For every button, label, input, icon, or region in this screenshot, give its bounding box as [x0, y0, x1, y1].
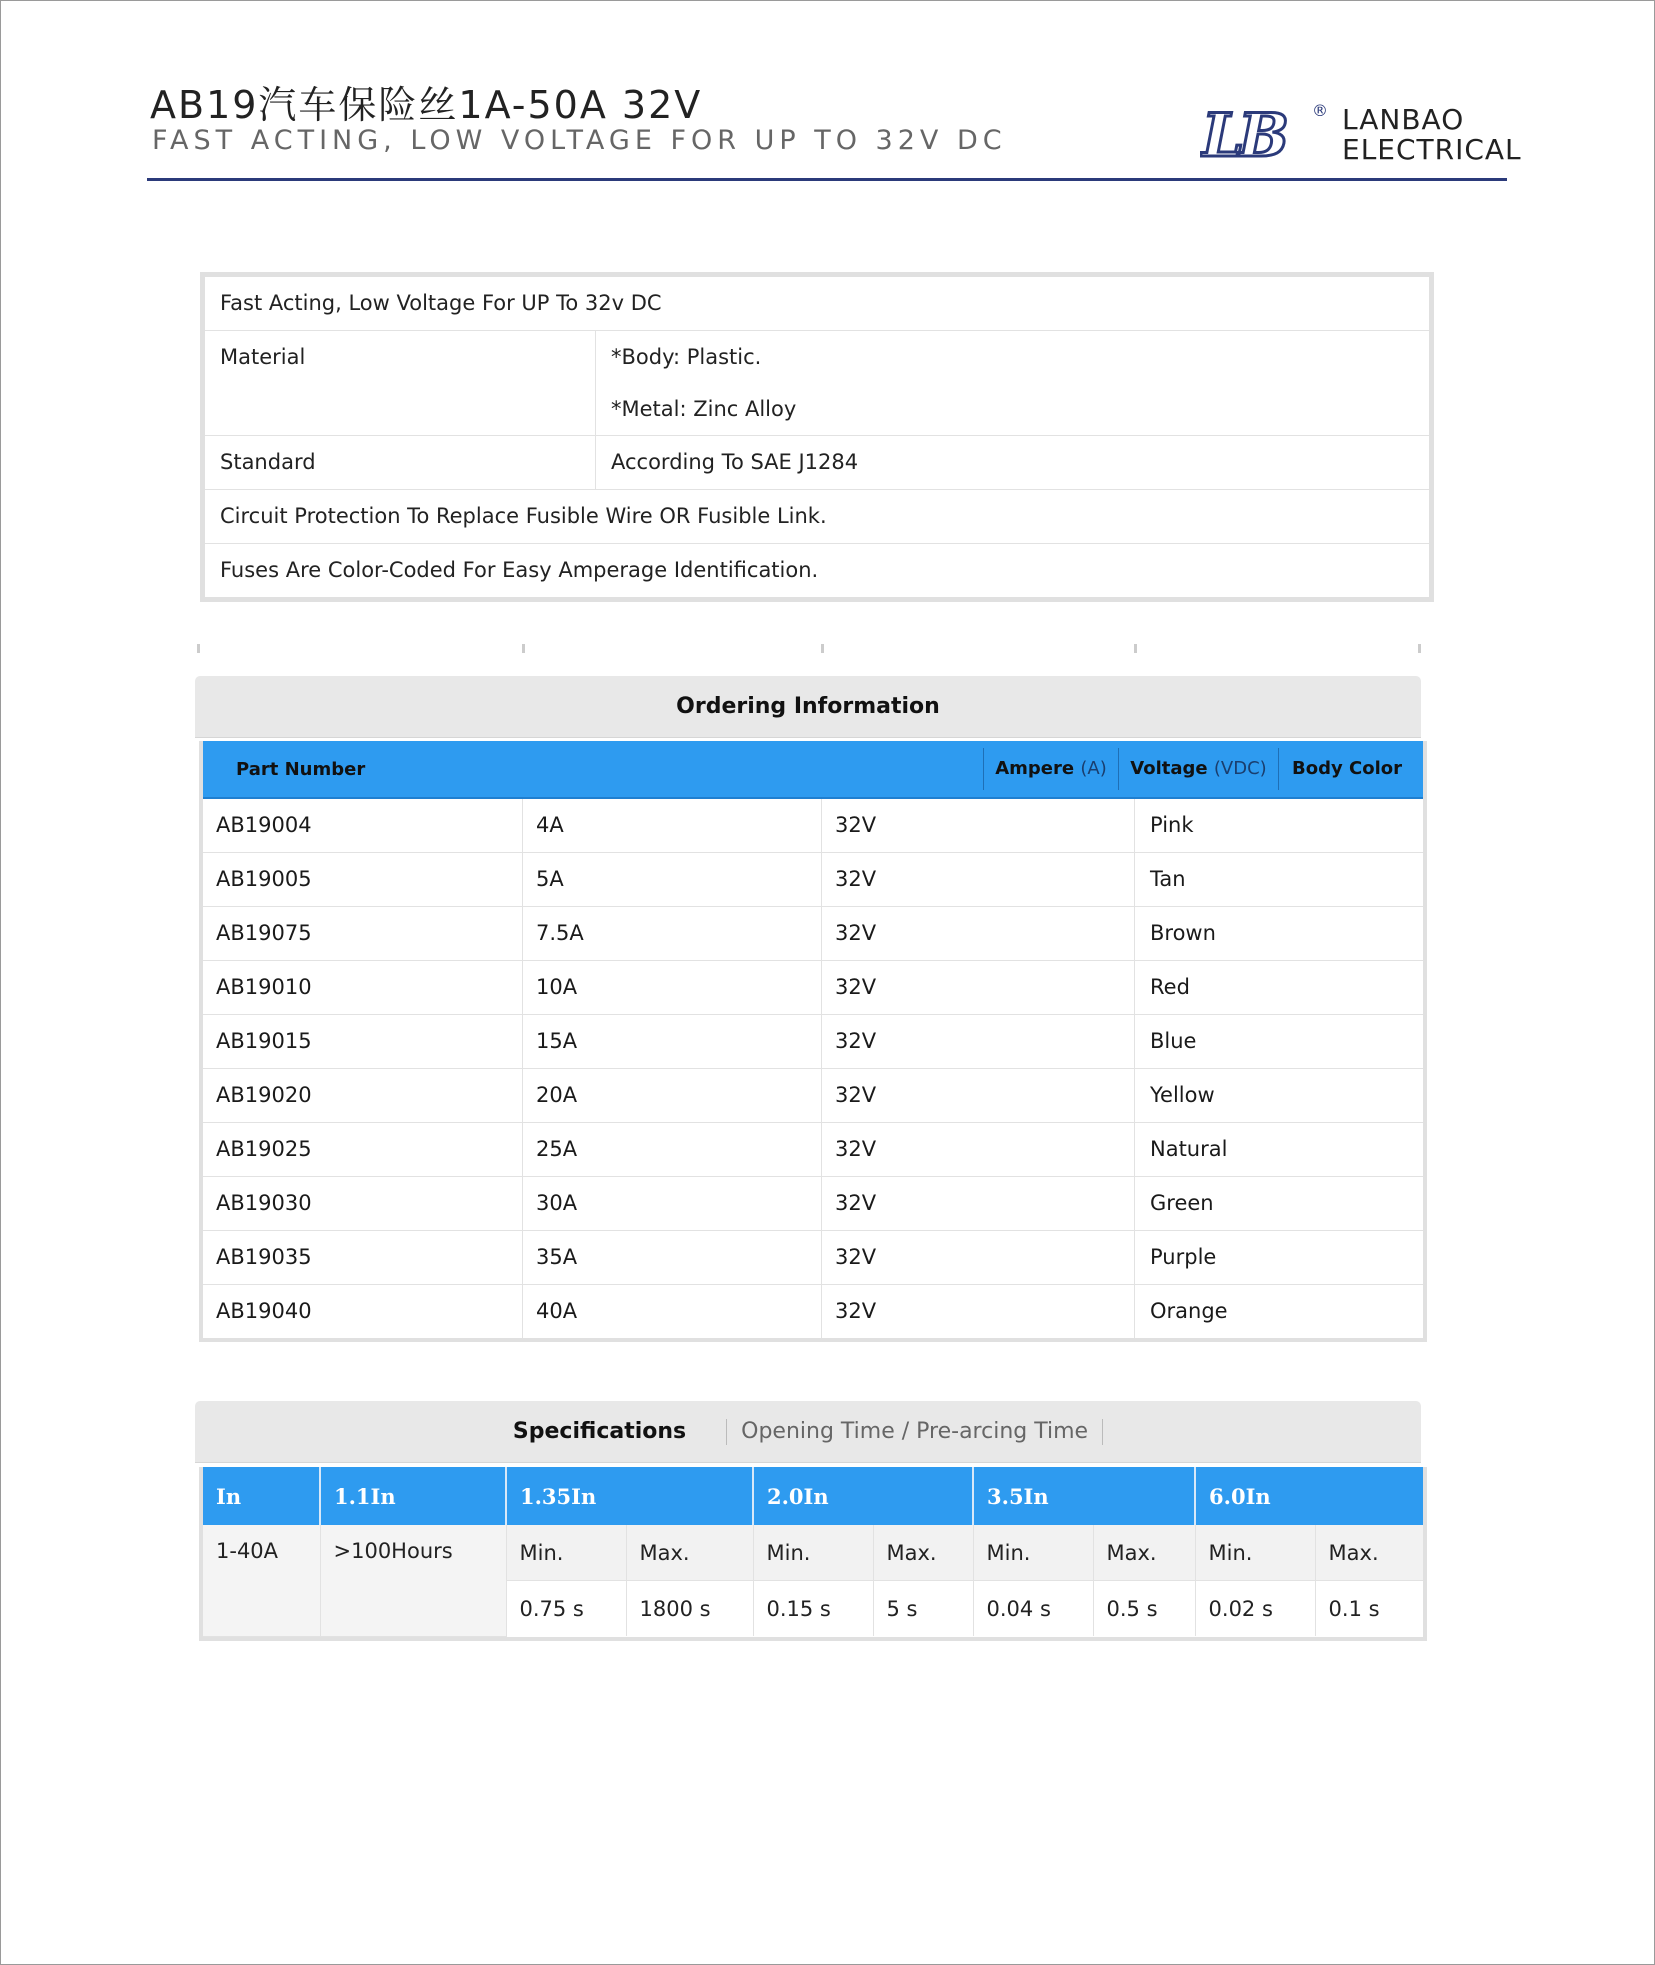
feature-row: [205, 490, 1429, 544]
spec-value: 1800 s: [626, 1581, 753, 1637]
col-voltage: [1118, 748, 1278, 790]
min-label: Min.: [753, 1525, 873, 1581]
ampere: 35A: [523, 1231, 822, 1284]
min-label: Min.: [506, 1525, 626, 1581]
spec-col-1-1in: 1.1In: [320, 1467, 506, 1525]
feature-text: Circuit Protection To Replace Fusible Wire OR Fusible Link.: [220, 504, 827, 528]
spec-value: 0.5 s: [1093, 1581, 1195, 1637]
brand-line-1: LANBAO: [1342, 103, 1465, 136]
feature-text: Fuses Are Color-Coded For Easy Amperage Identification.: [220, 558, 819, 582]
max-label: Max.: [873, 1525, 973, 1581]
part-number: AB19025: [203, 1123, 523, 1176]
table-row: [203, 1231, 1423, 1285]
ampere: 7.5A: [523, 907, 822, 960]
standard-label: Standard: [205, 436, 596, 489]
ampere: 40A: [523, 1285, 822, 1338]
divider-tick: [197, 644, 200, 653]
brand-line-2: ELECTRICAL: [1342, 133, 1522, 166]
feature-row: [205, 277, 1429, 331]
material-metal: *Metal: Zinc Alloy: [611, 397, 797, 421]
table-row: [203, 853, 1423, 907]
table-row: [203, 799, 1423, 853]
col-voltage-label: Voltage: [1130, 758, 1208, 779]
ordering-table: [199, 741, 1427, 1342]
voltage: 32V: [822, 1285, 1135, 1338]
spec-value: 5 s: [873, 1581, 973, 1637]
part-number: AB19040: [203, 1285, 523, 1338]
table-row: [203, 1123, 1423, 1177]
voltage: 32V: [822, 799, 1135, 852]
ampere: 20A: [523, 1069, 822, 1122]
table-row: [203, 961, 1423, 1015]
col-body-color: Body Color: [1278, 748, 1415, 790]
feature-text: Fast Acting, Low Voltage For UP To 32v DC: [220, 291, 662, 315]
max-label: Max.: [1315, 1525, 1423, 1581]
ampere: 4A: [523, 799, 822, 852]
voltage: 32V: [822, 1231, 1135, 1284]
voltage: 32V: [822, 961, 1135, 1014]
min-label: Min.: [973, 1525, 1093, 1581]
voltage: 32V: [822, 1069, 1135, 1122]
specifications-title: Specifications: [512, 1419, 687, 1444]
divider-tick: [821, 644, 824, 653]
divider-tick: [1134, 644, 1137, 653]
body-color: Purple: [1150, 1245, 1217, 1269]
spec-col-2-0in: 2.0In: [753, 1467, 973, 1525]
table-row: [203, 1015, 1423, 1069]
spec-col-in: In: [203, 1467, 320, 1525]
body-color: Tan: [1150, 867, 1186, 891]
body-color: Orange: [1150, 1299, 1228, 1323]
voltage: 32V: [822, 1177, 1135, 1230]
standard-value: [596, 436, 1429, 489]
table-row: [203, 1069, 1423, 1123]
ampere: 25A: [523, 1123, 822, 1176]
spec-col-3-5in: 3.5In: [973, 1467, 1195, 1525]
spec-col-1-35in: 1.35In: [506, 1467, 753, 1525]
divider-tick: [1418, 644, 1421, 653]
specifications-title-bar: [195, 1401, 1421, 1463]
table-row: [203, 1285, 1423, 1338]
material-body: *Body: Plastic.: [611, 345, 762, 369]
ampere: 5A: [523, 853, 822, 906]
col-part-number: Part Number: [236, 758, 366, 780]
feature-row-material: [205, 331, 1429, 436]
page-title: AB19汽车保险丝1A-50A 32V: [150, 83, 703, 127]
ordering-header-row: [203, 741, 1423, 799]
ordering-title-bar: [195, 676, 1421, 738]
part-number: AB19010: [203, 961, 523, 1014]
spec-range: 1-40A: [203, 1525, 320, 1636]
part-number: AB19005: [203, 853, 523, 906]
page-subtitle: FAST ACTING, LOW VOLTAGE FOR UP TO 32V DC: [152, 125, 1007, 156]
table-row: [203, 1177, 1423, 1231]
voltage: 32V: [822, 853, 1135, 906]
part-number: AB19035: [203, 1231, 523, 1284]
spec-value: 0.04 s: [973, 1581, 1093, 1637]
registered-mark: ®: [1312, 101, 1328, 120]
col-ampere-unit: (A): [1080, 758, 1107, 779]
body-color: Red: [1150, 975, 1190, 999]
spec-grid: [203, 1467, 1423, 1637]
ampere: 10A: [523, 961, 822, 1014]
voltage: 32V: [822, 907, 1135, 960]
max-label: Max.: [626, 1525, 753, 1581]
spec-col-6-0in: 6.0In: [1195, 1467, 1423, 1525]
spec-value: 0.02 s: [1195, 1581, 1315, 1637]
standard-text: According To SAE J1284: [611, 450, 859, 474]
voltage: 32V: [822, 1015, 1135, 1068]
ordering-title: Ordering Information: [676, 694, 940, 719]
min-label: Min.: [1195, 1525, 1315, 1581]
table-row: [203, 907, 1423, 961]
brand-name: [1342, 105, 1522, 165]
features-table: [200, 272, 1434, 602]
part-number: AB19015: [203, 1015, 523, 1068]
specifications-subtitle: Opening Time / Pre-arcing Time: [726, 1419, 1103, 1445]
material-label: Material: [205, 331, 596, 435]
spec-value: 0.75 s: [506, 1581, 626, 1637]
specifications-table: [199, 1467, 1427, 1641]
body-color: Brown: [1150, 921, 1216, 945]
specifications-heading: [195, 1401, 1421, 1462]
max-label: Max.: [1093, 1525, 1195, 1581]
part-number: AB19004: [203, 799, 523, 852]
spec-value: 0.15 s: [753, 1581, 873, 1637]
part-number: AB19075: [203, 907, 523, 960]
spec-value: 0.1 s: [1328, 1596, 1380, 1621]
spec-hours: >100Hours: [320, 1525, 506, 1636]
material-value: [596, 331, 1429, 435]
feature-row: [205, 544, 1429, 597]
ampere: 30A: [523, 1177, 822, 1230]
col-ampere: [983, 748, 1118, 790]
header-divider: [147, 178, 1507, 181]
divider-tick: [522, 644, 525, 653]
spec-label-row: [203, 1525, 1423, 1581]
body-color: Green: [1150, 1191, 1214, 1215]
ordering-rows: [203, 799, 1423, 1338]
col-ampere-label: Ampere: [995, 758, 1075, 779]
feature-row-standard: [205, 436, 1429, 490]
logo-mark: LB: [1202, 101, 1283, 168]
spec-header-row: [203, 1467, 1423, 1525]
voltage: 32V: [822, 1123, 1135, 1176]
body-color: Pink: [1150, 813, 1194, 837]
body-color: Natural: [1150, 1137, 1228, 1161]
body-color: Blue: [1150, 1029, 1197, 1053]
ampere: 15A: [523, 1015, 822, 1068]
part-number: AB19030: [203, 1177, 523, 1230]
part-number: AB19020: [203, 1069, 523, 1122]
col-voltage-unit: (VDC): [1213, 758, 1267, 779]
body-color: Yellow: [1150, 1083, 1215, 1107]
